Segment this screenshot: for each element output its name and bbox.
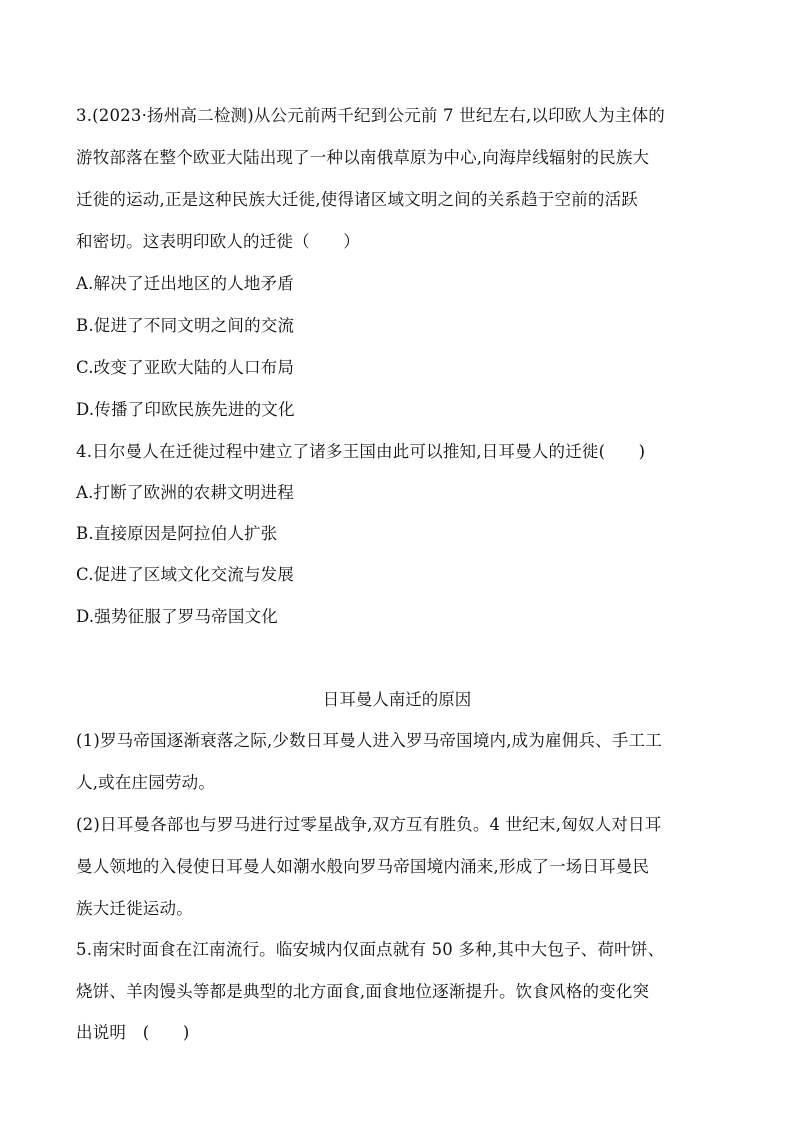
material-line-5: 族大迁徙运动。 (76, 899, 193, 918)
question-3-line-3: 迁徙的运动,正是这种民族大迁徙,使得诸区域文明之间的关系趋于空前的活跃 (76, 190, 638, 209)
question-3-option-d: D.传播了印欧民族先进的文化 (76, 400, 295, 419)
question-3-line-1: 3.(2023·扬州高二检测)从公元前两千纪到公元前 7 世纪左右,以印欧人为主体的 (76, 106, 665, 125)
question-5-line-2: 烧饼、羊肉馒头等都是典型的北方面食,面食地位逐渐提升。饮食风格的变化突 (76, 982, 650, 1001)
question-4-option-a: A.打断了欧洲的农耕文明进程 (76, 483, 294, 502)
question-5-line-1: 5.南宋时面食在江南流行。临安城内仅面点就有 50 多种,其中大包子、荷叶饼、 (76, 940, 665, 959)
question-5-line-3: 出说明 ( ) (76, 1023, 190, 1042)
material-line-4: 曼人领地的入侵使日耳曼人如潮水般向罗马帝国境内涌来,形成了一场日耳曼民 (76, 857, 650, 876)
question-4-stem: 4.日尔曼人在迁徙过程中建立了诸多王国由此可以推知,日耳曼人的迁徙( ) (76, 442, 646, 461)
material-line-2: 人,或在庄园劳动。 (76, 773, 216, 792)
question-4-option-d: D.强势征服了罗马帝国文化 (76, 607, 278, 626)
question-3-line-4: 和密切。这表明印欧人的迁徙（ ） (76, 232, 360, 251)
question-3-line-2: 游牧部落在整个欧亚大陆出现了一种以南俄草原为中心,向海岸线辐射的民族大 (76, 148, 650, 167)
material-line-3: (2)日耳曼各部也与罗马进行过零星战争,双方互有胜负。4 世纪末,匈奴人对日耳 (76, 815, 662, 834)
question-3-option-c: C.改变了亚欧大陆的人口布局 (76, 358, 295, 377)
question-4-option-c: C.促进了区域文化交流与发展 (76, 565, 295, 584)
material-title: 日耳曼人南迁的原因 (322, 690, 472, 709)
question-3-option-b: B.促进了不同文明之间的交流 (76, 316, 295, 335)
question-3-option-a: A.解决了迁出地区的人地矛盾 (76, 274, 294, 293)
question-4-option-b: B.直接原因是阿拉伯人扩张 (76, 524, 278, 543)
material-line-1: (1)罗马帝国逐渐衰落之际,少数日耳曼人进入罗马帝国境内,成为雇佣兵、手工工 (76, 731, 662, 750)
